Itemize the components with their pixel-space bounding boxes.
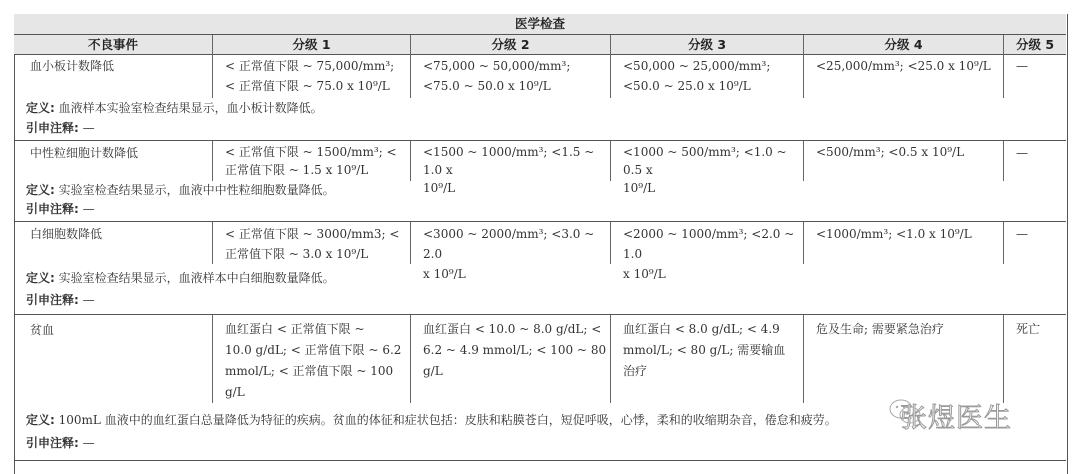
- definition: 定义: 100mL 血液中的血红蛋白总量降低为特征的疾病。贫血的体征和症状包括：皮肤和粘膜苍白，短促呼吸，心悸，柔和的收缩期杂音，倦怠和疲劳。: [26, 413, 837, 427]
- grade-2-cell: <75,000 ~ 50,000/mm³; <75.0 ~ 50.0 x 10⁹/L: [410, 54, 610, 98]
- grade-3-cell: <50,000 ~ 25,000/mm³; <50.0 ~ 25.0 x 10⁹/L: [610, 54, 803, 98]
- column-header-grade-3: 分级 3: [610, 35, 803, 54]
- extended-note: 引申注释: —: [26, 436, 95, 450]
- event-name: 中性粒细胞计数降低: [30, 146, 139, 160]
- grade-5-cell: —: [1003, 54, 1066, 98]
- grade-4-cell: <500/mm³; <0.5 x 10⁹/L: [803, 141, 1003, 181]
- event-name: 血小板计数降低: [30, 59, 115, 73]
- column-header-event: 不良事件: [87, 37, 138, 52]
- watermark: 张煜医生: [900, 403, 1012, 434]
- table-row: [14, 54, 1066, 98]
- grade-3-cell: 血红蛋白 < 8.0 g/dL; < 4.9 mmol/L; < 80 g/L; 需要输血 治疗: [610, 315, 803, 403]
- grade-1-cell: < 正常值下限 ~ 75,000/mm³; < 正常值下限 ~ 75.0 x 10⁹/L: [212, 54, 410, 98]
- definition: 定义: 实验室检查结果显示，血液样本中白细胞数量降低。: [26, 271, 335, 285]
- grade-3-cell: <2000 ~ 1000/mm³; <2.0 ~ 1.0 x 10⁹/L: [610, 222, 803, 264]
- definition: 定义: 血液样本实验室检查结果显示，血小板计数降低。: [26, 101, 323, 115]
- grade-4-cell: 危及生命; 需要紧急治疗: [803, 315, 1003, 403]
- section-title: 医学检查: [14, 14, 1066, 35]
- grade-4-cell: <1000/mm³; <1.0 x 10⁹/L: [803, 222, 1003, 264]
- grade-1-cell: < 正常值下限 ~ 1500/mm³; < 正常值下限 ~ 1.5 x 10⁹/L: [212, 141, 410, 181]
- grade-2-cell: <3000 ~ 2000/mm³; <3.0 ~ 2.0 x 10⁹/L: [410, 222, 610, 264]
- extended-note: 引申注释: —: [26, 293, 95, 307]
- grade-2-cell: 血红蛋白 < 10.0 ~ 8.0 g/dL; < 6.2 ~ 4.9 mmol/L; < 100 ~ 80 g/L: [410, 315, 610, 403]
- row-divider: [14, 460, 1066, 461]
- column-header-row: [14, 35, 1066, 55]
- event-name: 贫血: [30, 323, 55, 337]
- event-name: 白细胞数降低: [30, 227, 103, 241]
- grade-5-cell: —: [1003, 222, 1066, 264]
- table-row: [14, 315, 1066, 403]
- extended-note: 引申注释: —: [26, 121, 95, 135]
- grade-5-cell: 死亡: [1003, 315, 1066, 403]
- extended-note: 引申注释: —: [26, 202, 95, 216]
- column-header-grade-5: 分级 5: [1003, 35, 1066, 54]
- column-header-grade-2: 分级 2: [410, 35, 610, 54]
- definition: 定义: 实验室检查结果显示，血液中中性粒细胞数量降低。: [26, 183, 335, 197]
- grade-1-cell: 血红蛋白 < 正常值下限 ~ 10.0 g/dL; < 正常值下限 ~ 6.2 mmol/L; < 正常值下限 ~ 100 g/L: [212, 315, 410, 403]
- grade-3-cell: <1000 ~ 500/mm³; <1.0 ~ 0.5 x 10⁹/L: [610, 141, 803, 181]
- grade-1-cell: < 正常值下限 ~ 3000/mm3; < 正常值下限 ~ 3.0 x 10⁹/L: [212, 222, 410, 264]
- grade-2-cell: <1500 ~ 1000/mm³; <1.5 ~ 1.0 x 10⁹/L: [410, 141, 610, 181]
- grade-5-cell: —: [1003, 141, 1066, 181]
- column-header-grade-1: 分级 1: [212, 35, 410, 54]
- grade-4-cell: <25,000/mm³; <25.0 x 10⁹/L: [803, 54, 1003, 98]
- column-header-grade-4: 分级 4: [803, 35, 1003, 54]
